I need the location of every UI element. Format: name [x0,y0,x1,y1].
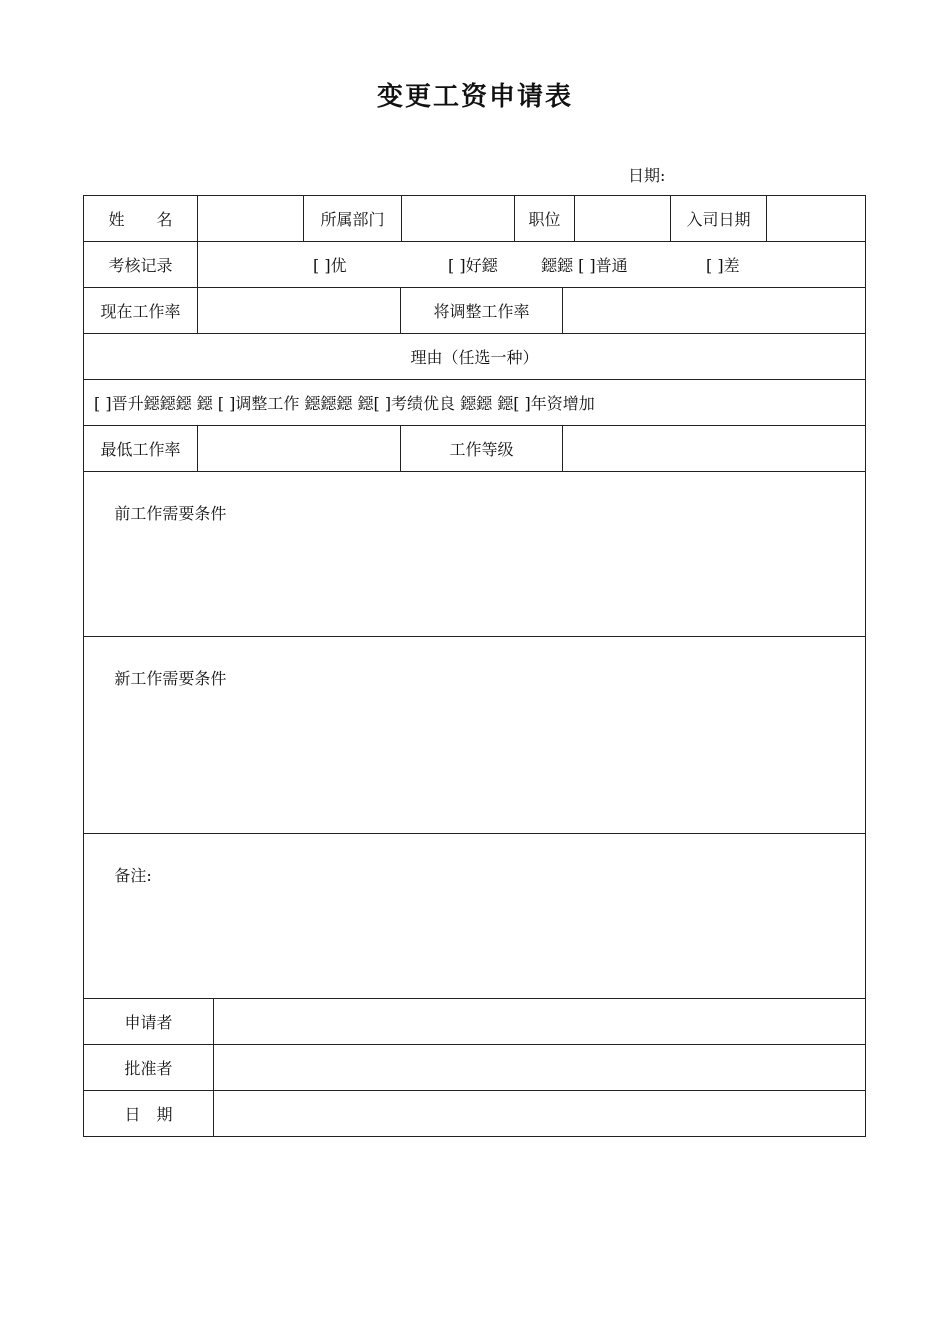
remarks-area[interactable] [84,834,865,999]
assessment-options [198,242,865,288]
remarks-label: 备注: [114,866,152,885]
approver-field[interactable] [214,1045,865,1091]
current-rate-label: 现在工作率 [84,288,198,334]
signature-date-field[interactable] [214,1091,865,1136]
position-label: 职位 [515,196,575,242]
department-field[interactable] [402,196,515,242]
position-field[interactable] [575,196,671,242]
join-date-label: 入司日期 [671,196,767,242]
prev-requirements-label: 前工作需要条件 [114,504,227,523]
adjusted-rate-field[interactable] [563,288,865,334]
assessment-label: 考核记录 [84,242,198,288]
grade-field[interactable] [563,426,865,472]
approver-label: 批准者 [84,1045,214,1091]
name-label: 姓 名 [84,196,198,242]
reason-header: 理由（任选一种） [84,334,865,380]
assessment-option-poor[interactable]: [ ]差 [706,256,740,275]
signature-date-label: 日 期 [84,1091,214,1136]
prev-requirements-area[interactable] [84,472,865,637]
reason-options[interactable]: [ ]晋升鐚鐚鐚 鐚 [ ]调整工作 鐚鐚鐚 鐚[ ]考绩优良 鐚鐚 鐚[ ]年资增加 [84,380,865,426]
new-requirements-label: 新工作需要条件 [114,669,227,688]
application-form-table [83,195,866,1137]
assessment-option-good[interactable]: [ ]好鐚 [448,256,498,275]
min-rate-label: 最低工作率 [84,426,198,472]
form-title: 变更工资申请表 [376,82,573,112]
grade-label: 工作等级 [401,426,563,472]
new-requirements-area[interactable] [84,637,865,834]
name-field[interactable] [198,196,304,242]
assessment-option-average[interactable]: 鐚鐚 [ ]普通 [541,256,628,275]
assessment-option-excellent[interactable]: [ ]优 [313,256,347,275]
min-rate-field[interactable] [198,426,401,472]
applicant-field[interactable] [214,999,865,1045]
join-date-field[interactable] [767,196,865,242]
applicant-label: 申请者 [84,999,214,1045]
current-rate-field[interactable] [198,288,401,334]
date-label: 日期: [628,166,666,185]
department-label: 所属部门 [304,196,402,242]
adjusted-rate-label: 将调整工作率 [401,288,563,334]
